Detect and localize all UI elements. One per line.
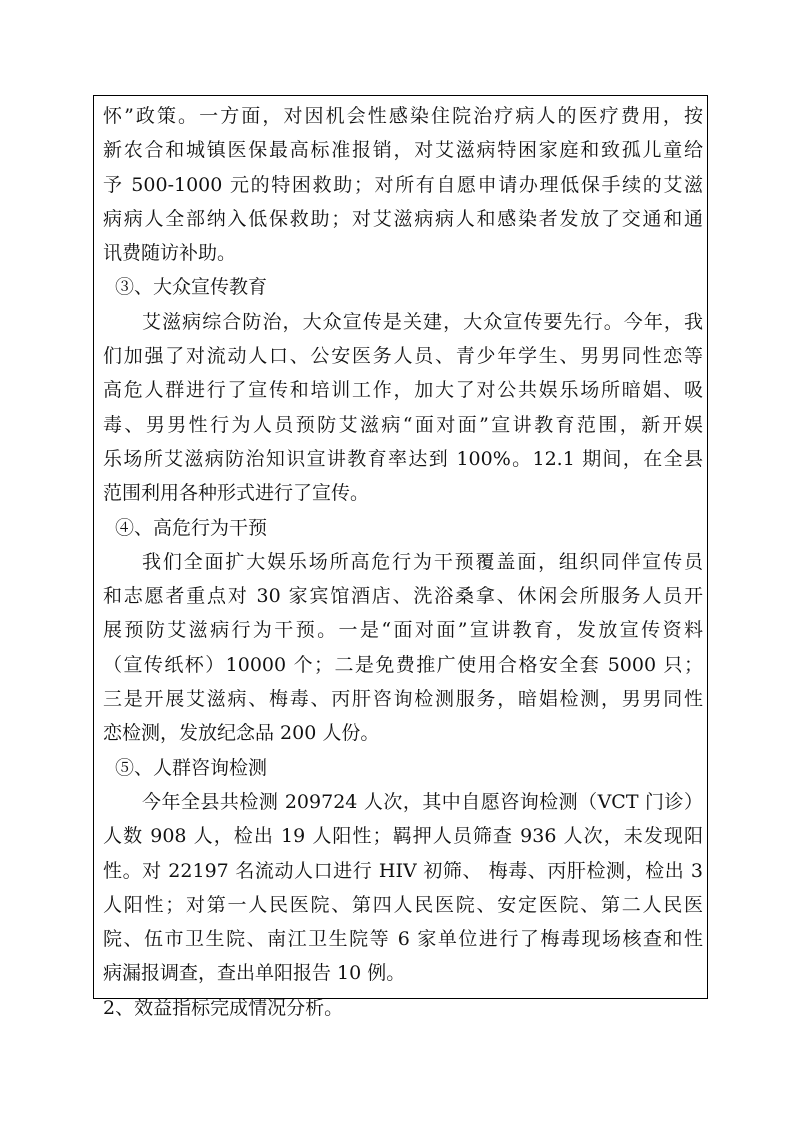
paragraph-line: 我们全面扩大娱乐场所高危行为干预覆盖面，组织同伴宣传员 xyxy=(142,550,703,573)
paragraph-line: 三是开展艾滋病、梅毒、丙肝咨询检测服务，暗娼检测，男男同性 xyxy=(103,688,703,711)
paragraph-line: 毒、男男性行为人员预防艾滋病“面对面”宣讲教育范围，新开娱 xyxy=(103,413,703,436)
paragraph-line: 和志愿者重点对 30 家宾馆酒店、洗浴桑拿、休闲会所服务人员开 xyxy=(103,585,703,608)
paragraph-line: （宣传纸杯）10000 个；二是免费推广使用合格安全套 5000 只； xyxy=(103,653,703,676)
paragraph-line: 人阳性；对第一人民医院、第四人民医院、安定医院、第二人民医 xyxy=(103,893,703,916)
paragraph-line: 们加强了对流动人口、公安医务人员、青少年学生、男男同性恋等 xyxy=(103,345,703,368)
paragraph-line: 院、伍市卫生院、南江卫生院等 6 家单位进行了梅毒现场核查和性 xyxy=(103,928,703,951)
paragraph-line: 讯费随访补助。 xyxy=(103,242,237,265)
paragraph-line: 恋检测，发放纪念品 200 人份。 xyxy=(103,722,380,745)
paragraph-line: 高危人群进行了宣传和培训工作，加大了对公共娱乐场所暗娼、吸 xyxy=(103,379,703,402)
paragraph-line: 病漏报调查，查出单阳报告 10 例。 xyxy=(103,962,406,985)
paragraph-line: 性。对 22197 名流动人口进行 HIV 初筛、 梅毒、丙肝检测，检出 3 xyxy=(103,859,703,882)
section-heading: ④、高危行为干预 xyxy=(115,516,268,539)
section-heading: ⑤、人群咨询检测 xyxy=(115,756,268,779)
paragraph-line: 乐场所艾滋病防治知识宣讲教育率达到 100%。12.1 期间，在全县 xyxy=(103,447,703,470)
paragraph-line: 艾滋病综合防治，大众宣传是关建，大众宣传要先行。今年，我 xyxy=(142,310,703,333)
section-heading: 2、效益指标完成情况分析。 xyxy=(103,996,344,1019)
paragraph-line: 范围利用各种形式进行了宣传。 xyxy=(103,482,370,505)
paragraph-line: 人数 908 人，检出 19 人阳性；羁押人员筛查 936 人次，未发现阳 xyxy=(103,825,703,848)
section-heading: ③、大众宣传教育 xyxy=(115,276,268,299)
document-body xyxy=(103,99,703,1025)
paragraph-line: 予 500-1000 元的特困救助；对所有自愿申请办理低保手续的艾滋 xyxy=(103,173,703,196)
paragraph-line: 病病人全部纳入低保救助；对艾滋病病人和感染者发放了交通和通 xyxy=(103,207,703,230)
paragraph-line: 今年全县共检测 209724 人次，其中自愿咨询检测（VCT 门诊） xyxy=(142,790,703,813)
paragraph-line: 展预防艾滋病行为干预。一是“面对面”宣讲教育，发放宣传资料 xyxy=(103,619,703,642)
paragraph-line: 新农合和城镇医保最高标准报销，对艾滋病特困家庭和致孤儿童给 xyxy=(103,139,703,162)
paragraph-line: 怀”政策。一方面，对因机会性感染住院治疗病人的医疗费用，按 xyxy=(103,105,703,127)
